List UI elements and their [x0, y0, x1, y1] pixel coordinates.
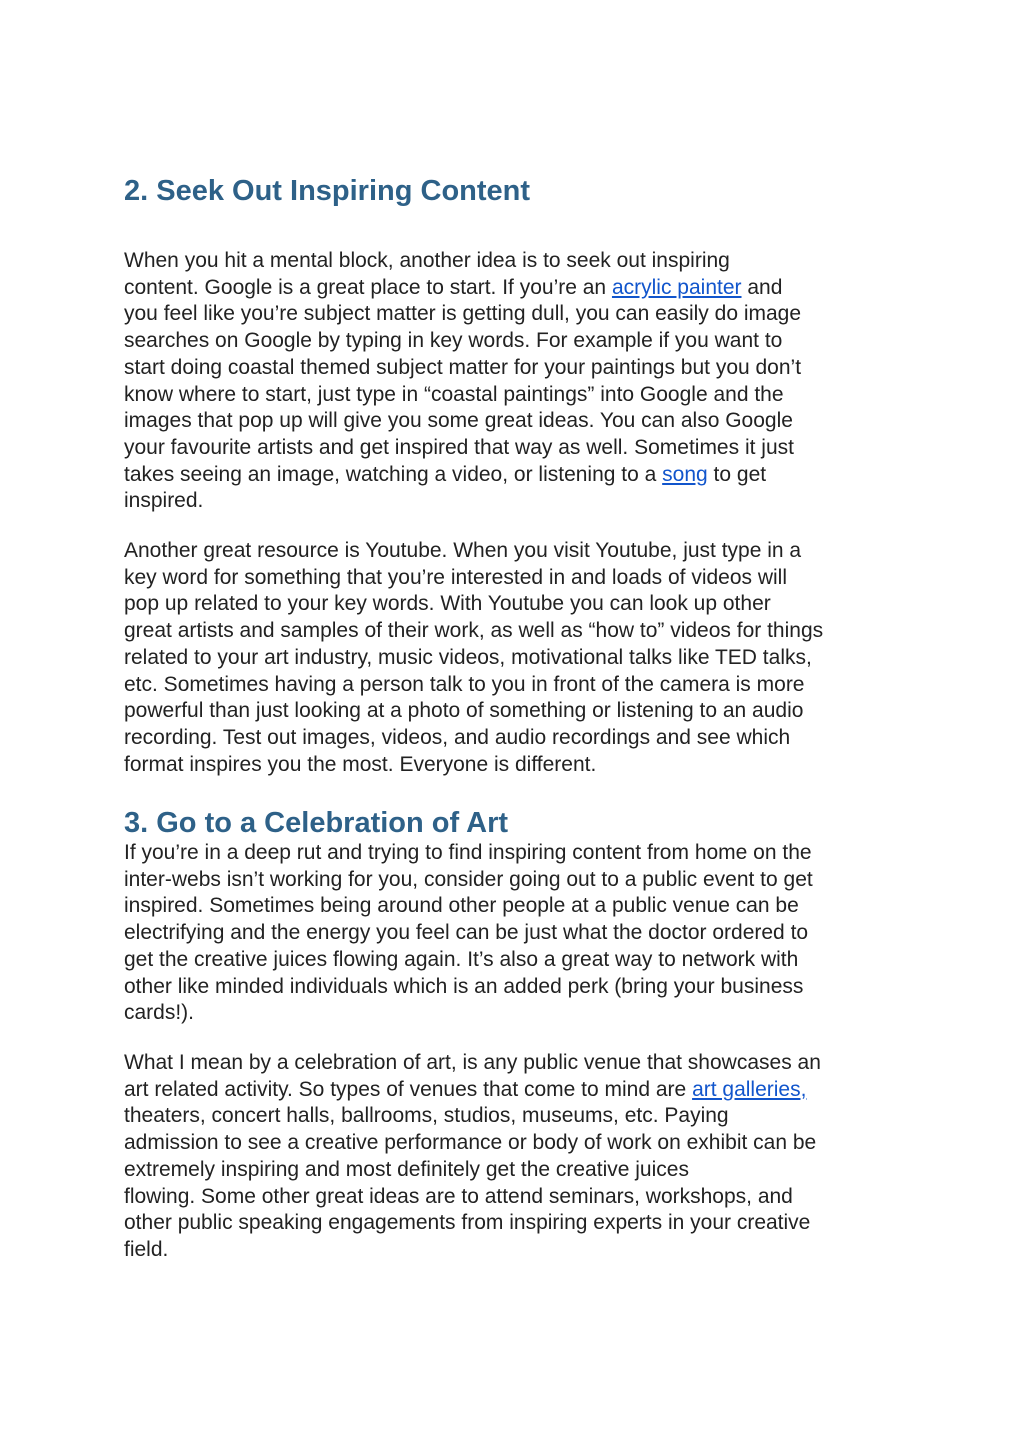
text-line: theaters, concert halls, ballrooms, studios, museums, etc. Paying	[124, 1104, 729, 1128]
text-line: cards!).	[124, 1001, 195, 1025]
text-line: related to your art industry, music videos, motivational talks like TED talks,	[124, 645, 812, 669]
text-line: your favourite artists and get inspired that way as well. Sometimes it just	[124, 435, 794, 459]
art-galleries-link[interactable]: art galleries,	[692, 1077, 807, 1101]
text-line: What I mean by a celebration of art, is any public venue that showcases an	[124, 1051, 821, 1074]
text-line: inspired.	[124, 489, 204, 513]
section-heading-celebration-of-art: 3. Go to a Celebration of Art	[124, 807, 509, 839]
text-line	[124, 275, 801, 302]
text-segment: and	[741, 275, 783, 299]
text-line: key word for something that you’re interested in and loads of videos will	[124, 565, 788, 589]
text-line: When you hit a mental block, another idea is to seek out inspiring	[124, 249, 730, 272]
text-line: flowing. Some other great ideas are to attend seminars, workshops, and	[124, 1184, 793, 1208]
text-line: recording. Test out images, videos, and audio recordings and see which	[124, 725, 791, 749]
paragraph-inspiring-content	[124, 248, 801, 515]
text-line: get the creative juices flowing again. It’s also a great way to network with	[124, 947, 799, 971]
text-segment: to get	[707, 462, 767, 486]
text-segment: takes seeing an image, watching a video, or listening to a	[124, 462, 663, 486]
text-segment: content. Google is a great place to start. If you’re an	[124, 275, 612, 299]
text-line: other like minded individuals which is an added perk (bring your business	[124, 974, 804, 998]
text-line: If you’re in a deep rut and trying to find inspiring content from home on the	[124, 841, 812, 864]
text-line: field.	[124, 1237, 169, 1261]
text-line: you feel like you’re subject matter is getting dull, you can easily do image	[124, 302, 802, 326]
text-line: great artists and samples of their work, as well as “how to” videos for things	[124, 619, 824, 643]
paragraph-youtube-resource	[124, 538, 823, 778]
text-line: etc. Sometimes having a person talk to you in front of the camera is more	[124, 672, 805, 696]
text-line: extremely inspiring and most definitely get the creative juices	[124, 1157, 689, 1181]
text-line: Another great resource is Youtube. When you visit Youtube, just type in a	[124, 539, 802, 562]
paragraph-public-event	[124, 840, 813, 1027]
text-line	[124, 462, 801, 489]
paragraph-celebration-of-art-venues	[124, 1050, 821, 1264]
text-line: start doing coastal themed subject matter for your paintings but you don’t	[124, 355, 802, 379]
text-line: other public speaking engagements from inspiring experts in your creative	[124, 1211, 811, 1235]
text-line: searches on Google by typing in key words. For example if you want to	[124, 329, 783, 353]
text-line	[124, 1077, 821, 1104]
text-line: images that pop up will give you some great ideas. You can also Google	[124, 409, 793, 433]
text-line: format inspires you the most. Everyone is different.	[124, 752, 597, 776]
acrylic-painter-link[interactable]: acrylic painter	[611, 275, 742, 299]
text-line: powerful than just looking at a photo of something or listening to an audio	[124, 699, 804, 723]
section-heading-seek-out-inspiring-content: 2. Seek Out Inspiring Content	[124, 175, 531, 207]
text-line: admission to see a creative performance or body of work on exhibit can be	[124, 1131, 817, 1155]
text-line: inter-webs isn’t working for you, consider going out to a public event to get	[124, 867, 813, 891]
text-line: electrifying and the energy you feel can be just what the doctor ordered to	[124, 921, 809, 945]
text-line: inspired. Sometimes being around other people at a public venue can be	[124, 894, 799, 918]
text-segment: art related activity. So types of venues that come to mind are	[124, 1077, 693, 1101]
text-line: know where to start, just type in “coastal paintings” into Google and the	[124, 382, 784, 406]
song-link[interactable]: song	[662, 462, 708, 486]
text-line: pop up related to your key words. With Youtube you can look up other	[124, 592, 771, 616]
